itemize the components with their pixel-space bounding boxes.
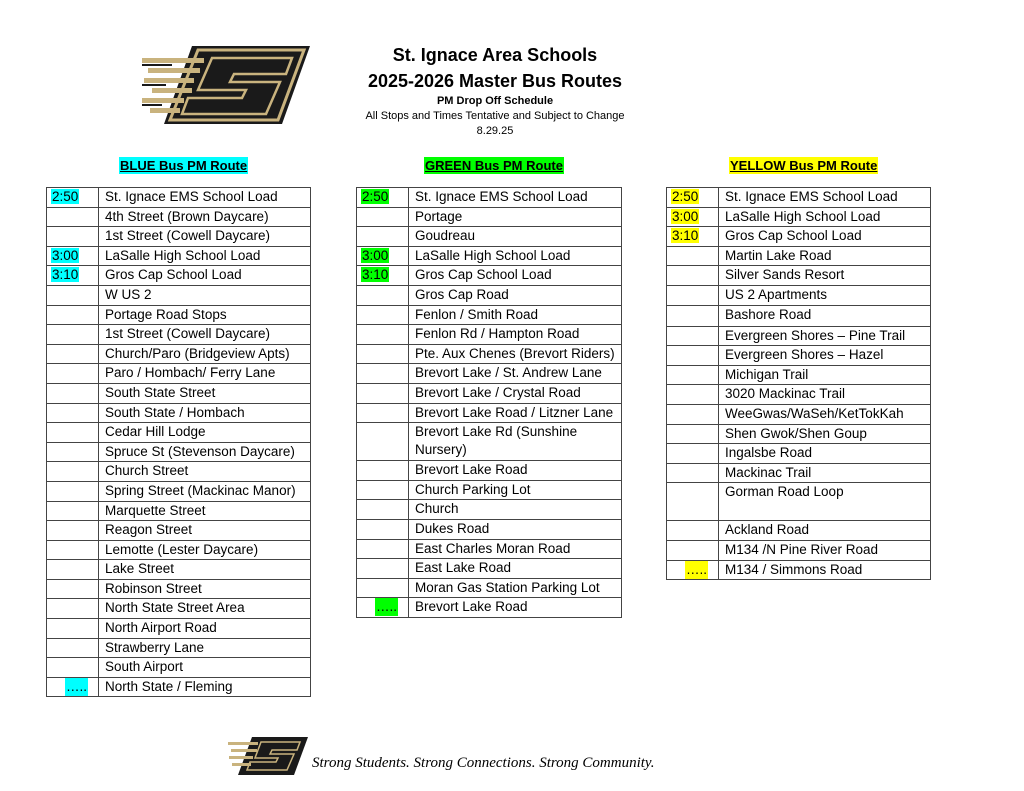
time-value bbox=[51, 522, 53, 537]
time-value bbox=[361, 541, 363, 556]
table-row bbox=[357, 227, 622, 247]
time-cell bbox=[47, 403, 99, 423]
time-value bbox=[361, 287, 363, 302]
time-cell bbox=[667, 560, 719, 580]
stop-cell: Gros Cap School Load bbox=[99, 266, 311, 286]
table-row bbox=[47, 481, 311, 501]
time-value bbox=[51, 620, 53, 635]
stop-cell: Brevort Lake Road bbox=[409, 461, 622, 481]
time-value bbox=[671, 267, 673, 282]
table-row bbox=[357, 403, 622, 423]
stop-cell: Martin Lake Road bbox=[719, 246, 931, 266]
time-cell bbox=[667, 207, 719, 227]
table-row bbox=[47, 599, 311, 619]
time-cell bbox=[47, 462, 99, 482]
time-cell bbox=[357, 325, 409, 345]
table-row bbox=[667, 463, 931, 483]
time-cell bbox=[47, 305, 99, 325]
time-value bbox=[671, 386, 673, 401]
table-row bbox=[667, 385, 931, 405]
stop-cell: 1st Street (Cowell Daycare) bbox=[99, 227, 311, 247]
stop-cell: Lake Street bbox=[99, 560, 311, 580]
table-row bbox=[667, 326, 931, 346]
stop-cell: Portage bbox=[409, 207, 622, 227]
time-cell bbox=[357, 285, 409, 305]
table-row bbox=[357, 480, 622, 500]
stop-cell: Reagon Street bbox=[99, 521, 311, 541]
time-value bbox=[361, 462, 363, 477]
time-value bbox=[671, 542, 673, 557]
stop-cell: Bashore Road bbox=[719, 305, 931, 326]
time-value bbox=[51, 405, 53, 420]
table-row bbox=[47, 638, 311, 658]
time-cell bbox=[667, 346, 719, 366]
time-value bbox=[51, 640, 53, 655]
time-value: 2:50 bbox=[362, 189, 389, 204]
table-row bbox=[667, 266, 931, 286]
stop-cell: Michigan Trail bbox=[719, 365, 931, 385]
time-value bbox=[51, 385, 53, 400]
stop-cell: Robinson Street bbox=[99, 579, 311, 599]
stop-cell: South State Street bbox=[99, 383, 311, 403]
table-row bbox=[47, 227, 311, 247]
time-value: 2:50 bbox=[52, 189, 79, 204]
table-row bbox=[357, 578, 622, 598]
stop-cell: M134 /N Pine River Road bbox=[719, 540, 931, 560]
time-cell bbox=[667, 444, 719, 464]
table-row bbox=[357, 383, 622, 403]
time-value bbox=[671, 406, 673, 421]
time-cell bbox=[47, 677, 99, 697]
table-row bbox=[357, 364, 622, 384]
time-cell bbox=[47, 285, 99, 305]
table-row bbox=[667, 346, 931, 366]
time-value bbox=[361, 365, 363, 380]
stop-cell: East Charles Moran Road bbox=[409, 539, 622, 559]
table-row bbox=[47, 658, 311, 678]
stop-cell: Church Parking Lot bbox=[409, 480, 622, 500]
disclaimer-note: All Stops and Times Tentative and Subject to Change bbox=[365, 110, 625, 122]
stop-cell: LaSalle High School Load bbox=[99, 246, 311, 266]
time-value bbox=[361, 228, 363, 243]
stop-cell: W US 2 bbox=[99, 285, 311, 305]
stop-cell: North State / Fleming bbox=[99, 677, 311, 697]
time-value bbox=[361, 501, 363, 516]
time-value bbox=[361, 209, 363, 224]
time-cell bbox=[667, 188, 719, 208]
time-value: ….. bbox=[686, 561, 708, 577]
time-cell bbox=[667, 365, 719, 385]
time-value: 3:00 bbox=[52, 247, 79, 263]
stop-cell: Brevort Lake / St. Andrew Lane bbox=[409, 364, 622, 384]
table-row bbox=[47, 266, 311, 286]
stop-cell: Goudreau bbox=[409, 227, 622, 247]
page-title: 2025-2026 Master Bus Routes bbox=[367, 71, 623, 91]
stop-cell: North State Street Area bbox=[99, 599, 311, 619]
stop-cell: Gros Cap School Load bbox=[409, 266, 622, 286]
time-cell bbox=[47, 227, 99, 247]
time-value: 3:00 bbox=[672, 208, 699, 224]
table-row bbox=[47, 442, 311, 462]
stop-cell: Gros Cap School Load bbox=[719, 227, 931, 247]
school-name: St. Ignace Area Schools bbox=[392, 45, 598, 65]
time-value bbox=[51, 659, 53, 674]
table-row bbox=[47, 501, 311, 521]
time-cell bbox=[667, 463, 719, 483]
table-row bbox=[667, 188, 931, 208]
time-cell bbox=[47, 560, 99, 580]
time-value bbox=[361, 346, 363, 361]
stop-cell: East Lake Road bbox=[409, 559, 622, 579]
time-value bbox=[361, 307, 363, 322]
stop-cell: Fenlon / Smith Road bbox=[409, 305, 622, 325]
yellow-route-table bbox=[666, 187, 931, 580]
stop-cell: Church Street bbox=[99, 462, 311, 482]
stop-cell: South Airport bbox=[99, 658, 311, 678]
time-cell bbox=[667, 326, 719, 346]
time-cell bbox=[47, 344, 99, 364]
stop-cell: North Airport Road bbox=[99, 619, 311, 639]
time-cell bbox=[667, 266, 719, 286]
time-value bbox=[51, 444, 53, 459]
time-cell bbox=[357, 500, 409, 520]
time-value bbox=[361, 580, 363, 595]
stop-cell: WeeGwas/WaSeh/KetTokKah bbox=[719, 404, 931, 424]
stop-cell: Lemotte (Lester Daycare) bbox=[99, 540, 311, 560]
stop-cell: Spruce St (Stevenson Daycare) bbox=[99, 442, 311, 462]
time-value: 3:10 bbox=[52, 267, 79, 283]
stop-cell: Marquette Street bbox=[99, 501, 311, 521]
stop-cell: US 2 Apartments bbox=[719, 285, 931, 305]
stop-cell: Mackinac Trail bbox=[719, 463, 931, 483]
table-row bbox=[357, 559, 622, 579]
table-row bbox=[667, 483, 931, 521]
time-value bbox=[361, 326, 363, 341]
time-value bbox=[671, 445, 673, 460]
time-cell bbox=[667, 521, 719, 541]
time-cell bbox=[47, 599, 99, 619]
time-value bbox=[671, 426, 673, 441]
table-row bbox=[47, 246, 311, 266]
stop-cell: St. Ignace EMS School Load bbox=[719, 188, 931, 208]
table-row bbox=[667, 227, 931, 247]
time-cell bbox=[47, 325, 99, 345]
stop-cell: Shen Gwok/Shen Goup bbox=[719, 424, 931, 444]
table-row bbox=[357, 344, 622, 364]
stop-cell: Paro / Hombach/ Ferry Lane bbox=[99, 364, 311, 384]
table-row bbox=[357, 539, 622, 559]
table-row bbox=[357, 207, 622, 227]
table-row bbox=[357, 598, 622, 618]
stop-cell: Evergreen Shores – Hazel bbox=[719, 346, 931, 366]
time-value bbox=[51, 307, 53, 322]
time-cell bbox=[357, 403, 409, 423]
table-row bbox=[667, 424, 931, 444]
table-row bbox=[667, 404, 931, 424]
time-value bbox=[671, 367, 673, 382]
time-value bbox=[51, 365, 53, 380]
table-row bbox=[667, 560, 931, 580]
table-row bbox=[667, 305, 931, 326]
blue-route-title: BLUE Bus PM Route bbox=[120, 158, 248, 173]
school-logo-icon bbox=[142, 44, 310, 126]
time-value bbox=[361, 521, 363, 536]
stop-cell: Church/Paro (Bridgeview Apts) bbox=[99, 344, 311, 364]
revision-date: 8.29.25 bbox=[476, 125, 514, 137]
table-row bbox=[667, 540, 931, 560]
time-cell bbox=[47, 481, 99, 501]
time-value bbox=[51, 600, 53, 615]
table-row bbox=[357, 188, 622, 208]
stop-cell: St. Ignace EMS School Load bbox=[409, 188, 622, 208]
time-cell bbox=[667, 385, 719, 405]
time-value bbox=[361, 405, 363, 420]
time-value bbox=[51, 287, 53, 302]
stop-cell: Fenlon Rd / Hampton Road bbox=[409, 325, 622, 345]
table-row bbox=[47, 619, 311, 639]
time-cell bbox=[47, 619, 99, 639]
time-value bbox=[361, 560, 363, 575]
stop-cell: M134 / Simmons Road bbox=[719, 560, 931, 580]
green-route-table bbox=[356, 187, 622, 618]
stop-cell: South State / Hombach bbox=[99, 403, 311, 423]
stop-cell: Pte. Aux Chenes (Brevort Riders) bbox=[409, 344, 622, 364]
table-row bbox=[667, 521, 931, 541]
time-cell bbox=[47, 638, 99, 658]
stop-cell: Dukes Road bbox=[409, 519, 622, 539]
footer-logo-icon bbox=[228, 736, 308, 776]
table-row bbox=[667, 365, 931, 385]
stop-cell: Church bbox=[409, 500, 622, 520]
stop-cell: Brevort Lake Road / Litzner Lane bbox=[409, 403, 622, 423]
time-cell bbox=[667, 483, 719, 521]
time-cell bbox=[47, 521, 99, 541]
stop-cell: LaSalle High School Load bbox=[719, 207, 931, 227]
time-cell bbox=[357, 461, 409, 481]
stop-cell: Gros Cap Road bbox=[409, 285, 622, 305]
blue-route-table bbox=[46, 187, 311, 697]
table-row bbox=[357, 461, 622, 481]
table-row bbox=[357, 266, 622, 286]
time-value bbox=[671, 287, 673, 302]
stop-cell: 1st Street (Cowell Daycare) bbox=[99, 325, 311, 345]
time-cell bbox=[667, 424, 719, 444]
stop-cell: Portage Road Stops bbox=[99, 305, 311, 325]
time-value bbox=[51, 463, 53, 478]
table-row bbox=[47, 677, 311, 697]
time-cell bbox=[357, 305, 409, 325]
table-row bbox=[47, 344, 311, 364]
table-row bbox=[47, 423, 311, 443]
time-cell bbox=[47, 423, 99, 443]
time-cell bbox=[357, 364, 409, 384]
time-value bbox=[671, 484, 673, 499]
table-row bbox=[47, 285, 311, 305]
table-row bbox=[47, 207, 311, 227]
time-cell bbox=[47, 442, 99, 462]
stop-cell: St. Ignace EMS School Load bbox=[99, 188, 311, 208]
time-cell bbox=[667, 305, 719, 326]
time-cell bbox=[357, 559, 409, 579]
time-value: ….. bbox=[376, 599, 398, 615]
schedule-subtitle: PM Drop Off Schedule bbox=[436, 95, 554, 107]
time-value bbox=[51, 542, 53, 557]
time-cell bbox=[47, 658, 99, 678]
time-cell bbox=[47, 207, 99, 227]
time-value bbox=[51, 561, 53, 576]
time-cell bbox=[47, 540, 99, 560]
time-cell bbox=[357, 207, 409, 227]
time-cell bbox=[357, 246, 409, 266]
time-cell bbox=[357, 480, 409, 500]
stop-cell: Evergreen Shores – Pine Trail bbox=[719, 326, 931, 346]
table-row bbox=[357, 500, 622, 520]
table-row bbox=[47, 560, 311, 580]
stop-cell: Spring Street (Mackinac Manor) bbox=[99, 481, 311, 501]
stop-cell: Moran Gas Station Parking Lot bbox=[409, 578, 622, 598]
time-value bbox=[51, 581, 53, 596]
table-row bbox=[47, 579, 311, 599]
time-value bbox=[51, 483, 53, 498]
footer-tagline: Strong Students. Strong Connections. Strong Community. bbox=[312, 755, 655, 771]
table-row bbox=[357, 519, 622, 539]
stop-cell: Gorman Road Loop bbox=[719, 483, 931, 521]
time-cell bbox=[357, 423, 409, 461]
time-cell bbox=[357, 188, 409, 208]
time-value bbox=[671, 465, 673, 480]
time-value: 2:50 bbox=[672, 189, 699, 204]
table-row bbox=[357, 325, 622, 345]
time-cell bbox=[47, 364, 99, 384]
time-value bbox=[51, 346, 53, 361]
yellow-route-title: YELLOW Bus PM Route bbox=[730, 158, 878, 173]
stop-cell: Cedar Hill Lodge bbox=[99, 423, 311, 443]
table-row bbox=[357, 285, 622, 305]
time-cell bbox=[667, 404, 719, 424]
time-cell bbox=[357, 519, 409, 539]
time-cell bbox=[667, 285, 719, 305]
table-row bbox=[47, 540, 311, 560]
table-row bbox=[667, 444, 931, 464]
table-row bbox=[47, 462, 311, 482]
stop-cell: Brevort Lake / Crystal Road bbox=[409, 383, 622, 403]
table-row bbox=[47, 383, 311, 403]
time-value bbox=[671, 522, 673, 537]
table-row bbox=[47, 364, 311, 384]
time-value bbox=[361, 424, 363, 439]
time-cell bbox=[47, 501, 99, 521]
time-cell bbox=[357, 266, 409, 286]
time-cell bbox=[47, 188, 99, 208]
time-cell bbox=[667, 246, 719, 266]
time-cell bbox=[667, 227, 719, 247]
table-row bbox=[667, 207, 931, 227]
table-row bbox=[667, 285, 931, 305]
time-value bbox=[361, 482, 363, 497]
stop-cell: Ingalsbe Road bbox=[719, 444, 931, 464]
table-row bbox=[357, 305, 622, 325]
time-value bbox=[51, 424, 53, 439]
stop-cell: Silver Sands Resort bbox=[719, 266, 931, 286]
time-value: 3:00 bbox=[362, 247, 389, 263]
time-cell bbox=[47, 266, 99, 286]
time-value bbox=[671, 307, 673, 322]
stop-cell: 3020 Mackinac Trail bbox=[719, 385, 931, 405]
time-cell bbox=[357, 598, 409, 618]
table-row bbox=[47, 188, 311, 208]
table-row bbox=[357, 423, 622, 461]
time-value bbox=[671, 347, 673, 362]
time-cell bbox=[667, 540, 719, 560]
table-row bbox=[667, 246, 931, 266]
stop-cell: 4th Street (Brown Daycare) bbox=[99, 207, 311, 227]
table-row bbox=[357, 246, 622, 266]
time-value: ….. bbox=[66, 678, 88, 694]
time-cell bbox=[357, 344, 409, 364]
document-header bbox=[330, 42, 660, 139]
stop-cell: LaSalle High School Load bbox=[409, 246, 622, 266]
time-value bbox=[51, 503, 53, 518]
time-value bbox=[361, 385, 363, 400]
green-route-title: GREEN Bus PM Route bbox=[425, 158, 563, 173]
table-row bbox=[47, 403, 311, 423]
stop-cell: Brevort Lake Road bbox=[409, 598, 622, 618]
stop-cell: Brevort Lake Rd (Sunshine Nursery) bbox=[409, 423, 622, 461]
time-cell bbox=[357, 539, 409, 559]
time-value: 3:10 bbox=[362, 267, 389, 283]
time-cell bbox=[47, 383, 99, 403]
time-value bbox=[671, 328, 673, 343]
time-value bbox=[671, 248, 673, 263]
time-value bbox=[51, 326, 53, 341]
table-row bbox=[47, 521, 311, 541]
time-cell bbox=[47, 246, 99, 266]
stop-cell: Ackland Road bbox=[719, 521, 931, 541]
time-cell bbox=[357, 227, 409, 247]
time-cell bbox=[357, 578, 409, 598]
time-cell bbox=[357, 383, 409, 403]
table-row bbox=[47, 325, 311, 345]
stop-cell: Strawberry Lane bbox=[99, 638, 311, 658]
time-cell bbox=[47, 579, 99, 599]
time-value bbox=[51, 209, 53, 224]
table-row bbox=[47, 305, 311, 325]
time-value bbox=[51, 228, 53, 243]
time-value: 3:10 bbox=[672, 228, 699, 244]
